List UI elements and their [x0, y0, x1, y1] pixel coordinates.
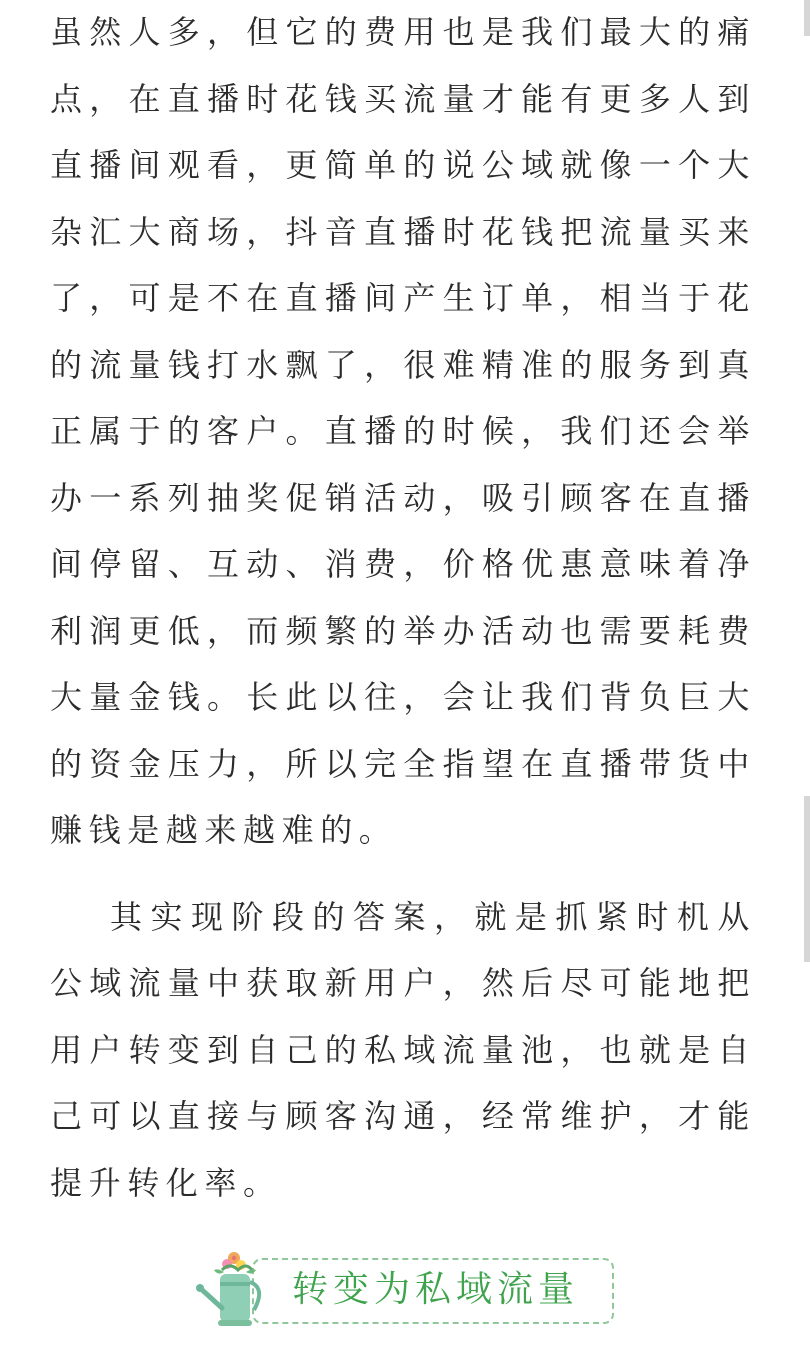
section-heading — [196, 1248, 620, 1332]
scrollbar[interactable] — [802, 0, 810, 1352]
scrollbar-thumb[interactable] — [804, 796, 810, 962]
paragraph-1: 虽然人多，但它的费用也是我们最大的痛点，在直播时花钱买流量才能有更多人到直播间观看，更简单的说公域就像一个大杂汇大商场，抖音直播时花钱把流量买来了，可是不在直播间产生订单，相当于花的流量钱打水飘了，很难精准的服务到真正属于的客户。直播的时候，我们还会举办一系列抽奖促销活动，吸引顾客在直播间停留、互动、消费，价格优惠意味着净利润更低，而频繁的举办活动也需要耗费大量金钱。长此以往，会让我们背负巨大的资金压力，所以完全指望在直播带货中赚钱是越来越难的。 — [50, 13, 756, 849]
paragraph-2: 其实现阶段的答案，就是抓紧时机从公域流量中获取新用户，然后尽可能地把用户转变到自己的私域流量池，也就是自己可以直接与顾客沟通，经常维护，才能提升转化率。 — [50, 897, 756, 1202]
article-body — [50, 0, 756, 1216]
watering-can-icon — [196, 1248, 272, 1332]
scrollbar-top-segment — [804, 0, 810, 36]
section-heading-title: 转变为私域流量 — [292, 1269, 580, 1310]
